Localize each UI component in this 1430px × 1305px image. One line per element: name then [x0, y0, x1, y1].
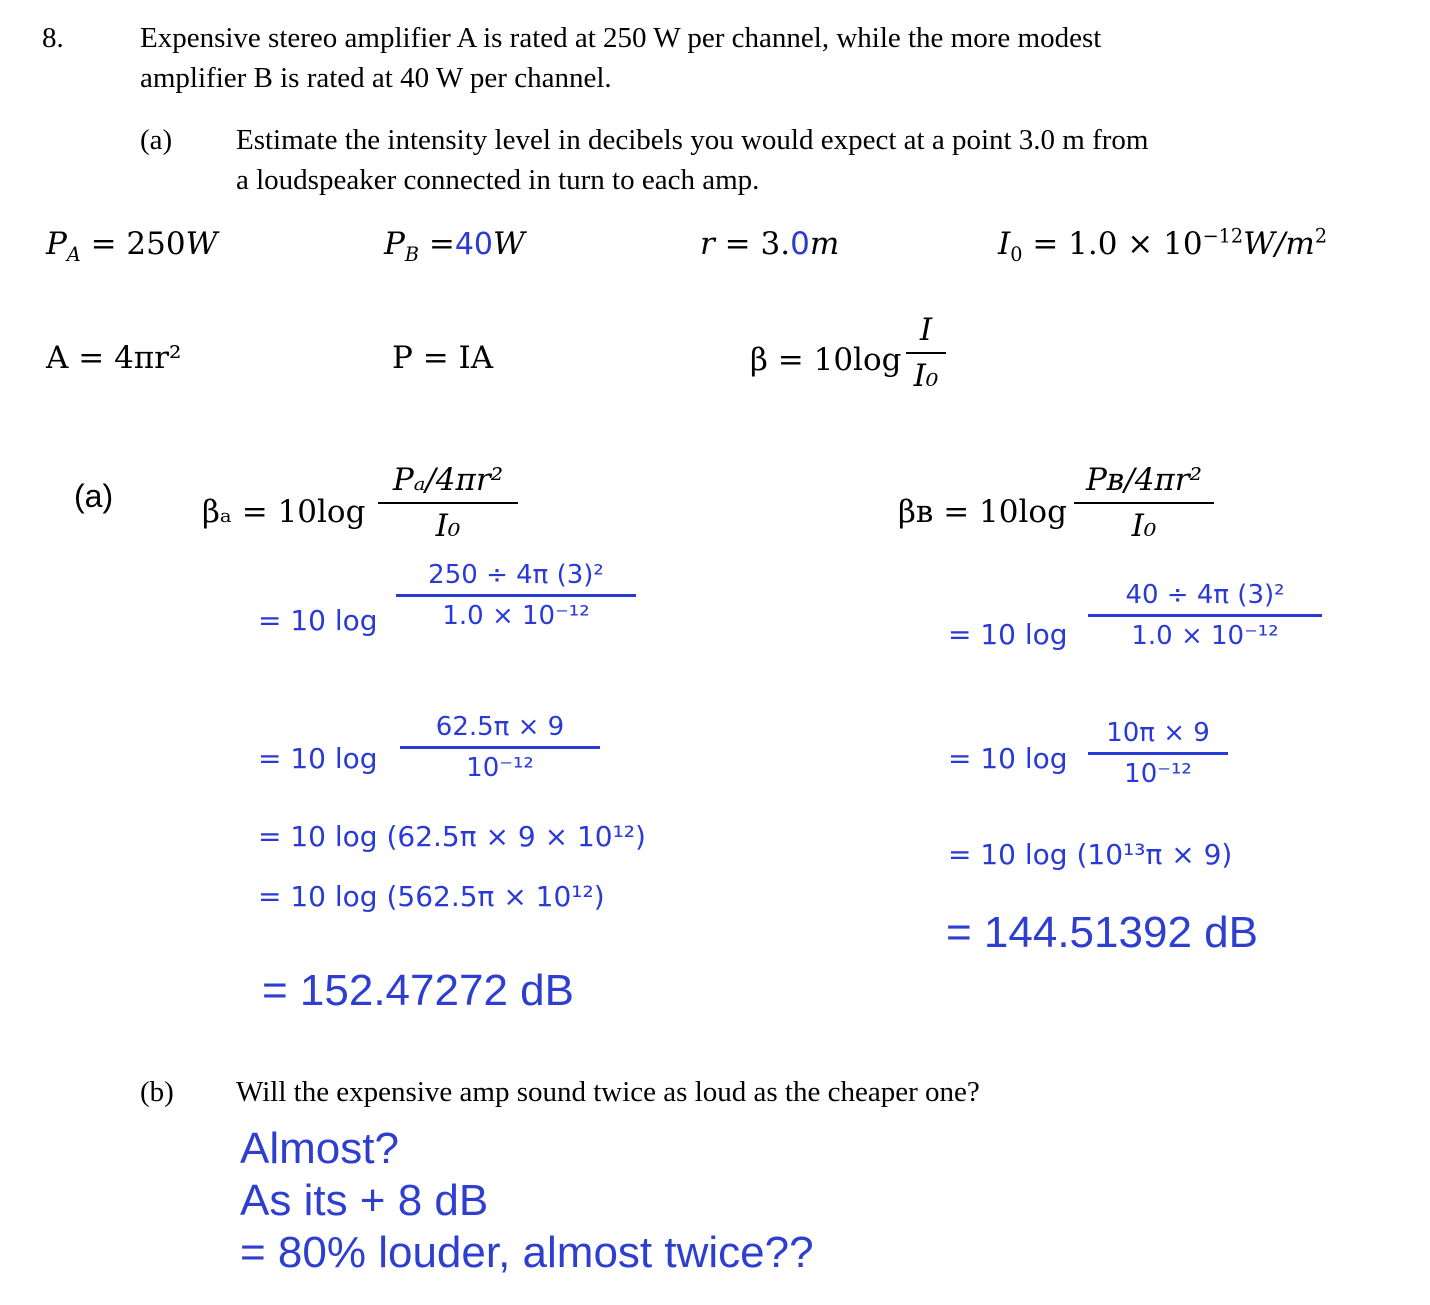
beta-b-lhs: βʙ = 10log [898, 494, 1067, 530]
formula-power: P = IA [392, 340, 494, 376]
given-power-a: $P_A = 250W$ [46, 226, 218, 267]
answer-b-line3: = 80% louder, almost twice?? [240, 1228, 814, 1277]
a-result: = 152.47272 dB [262, 966, 574, 1015]
part-b-label: (b) [140, 1076, 174, 1108]
b-result: = 144.51392 dB [946, 908, 1258, 957]
formula-beta-fraction: I I₀ [906, 312, 946, 394]
formula-beta: β = 10log [750, 342, 902, 378]
given-radius: r = 3.0m [700, 226, 840, 262]
given-reference-intensity: $I_0 = 1.0 \times 10^{-12}W/m^2$ [998, 224, 1328, 267]
a-step2-fraction: 62.5π × 9 10⁻¹² [400, 712, 600, 783]
a-step1-prefix: = 10 log [258, 604, 378, 637]
b-step2-fraction: 10π × 9 10⁻¹² [1088, 718, 1228, 789]
a-step2-prefix: = 10 log [258, 742, 378, 775]
part-a-label: (a) [140, 124, 173, 156]
handwritten-40: 40 [454, 227, 494, 262]
beta-a-fraction: Pₐ/4πr² I₀ [378, 462, 518, 544]
b-step1-fraction: 40 ÷ 4π (3)² 1.0 × 10⁻¹² [1088, 580, 1322, 651]
handwritten-0: 0 [790, 226, 810, 262]
a-step3: = 10 log (62.5π × 9 × 10¹²) [258, 820, 646, 853]
beta-a-lhs: βₐ = 10log [202, 494, 366, 530]
part-b-text: Will the expensive amp sound twice as loud as the cheaper one? [236, 1076, 980, 1108]
answer-b-line2: As its + 8 dB [240, 1176, 489, 1225]
b-step3: = 10 log (10¹³π × 9) [948, 838, 1233, 871]
beta-b-fraction: Pʙ/4πr² I₀ [1074, 462, 1214, 544]
part-a-text-line2: a loudspeaker connected in turn to each amp. [236, 164, 760, 196]
given-power-b: $P_B =40W$ [384, 226, 525, 267]
a-step1-fraction: 250 ÷ 4π (3)² 1.0 × 10⁻¹² [396, 560, 636, 631]
question-text-line1: Expensive stereo amplifier A is rated at 250 W per channel, while the more modest [140, 22, 1102, 54]
b-step1-prefix: = 10 log [948, 618, 1068, 651]
work-part-a-label: (a) [74, 478, 114, 514]
b-step2-prefix: = 10 log [948, 742, 1068, 775]
part-a-text-line1: Estimate the intensity level in decibels you would expect at a point 3.0 m from [236, 124, 1149, 156]
formula-area: A = 4πr² [46, 340, 182, 376]
question-text-line2: amplifier B is rated at 40 W per channel. [140, 62, 612, 94]
answer-b-line1: Almost? [240, 1124, 399, 1173]
a-step4: = 10 log (562.5π × 10¹²) [258, 880, 605, 913]
question-number: 8. [42, 22, 64, 54]
